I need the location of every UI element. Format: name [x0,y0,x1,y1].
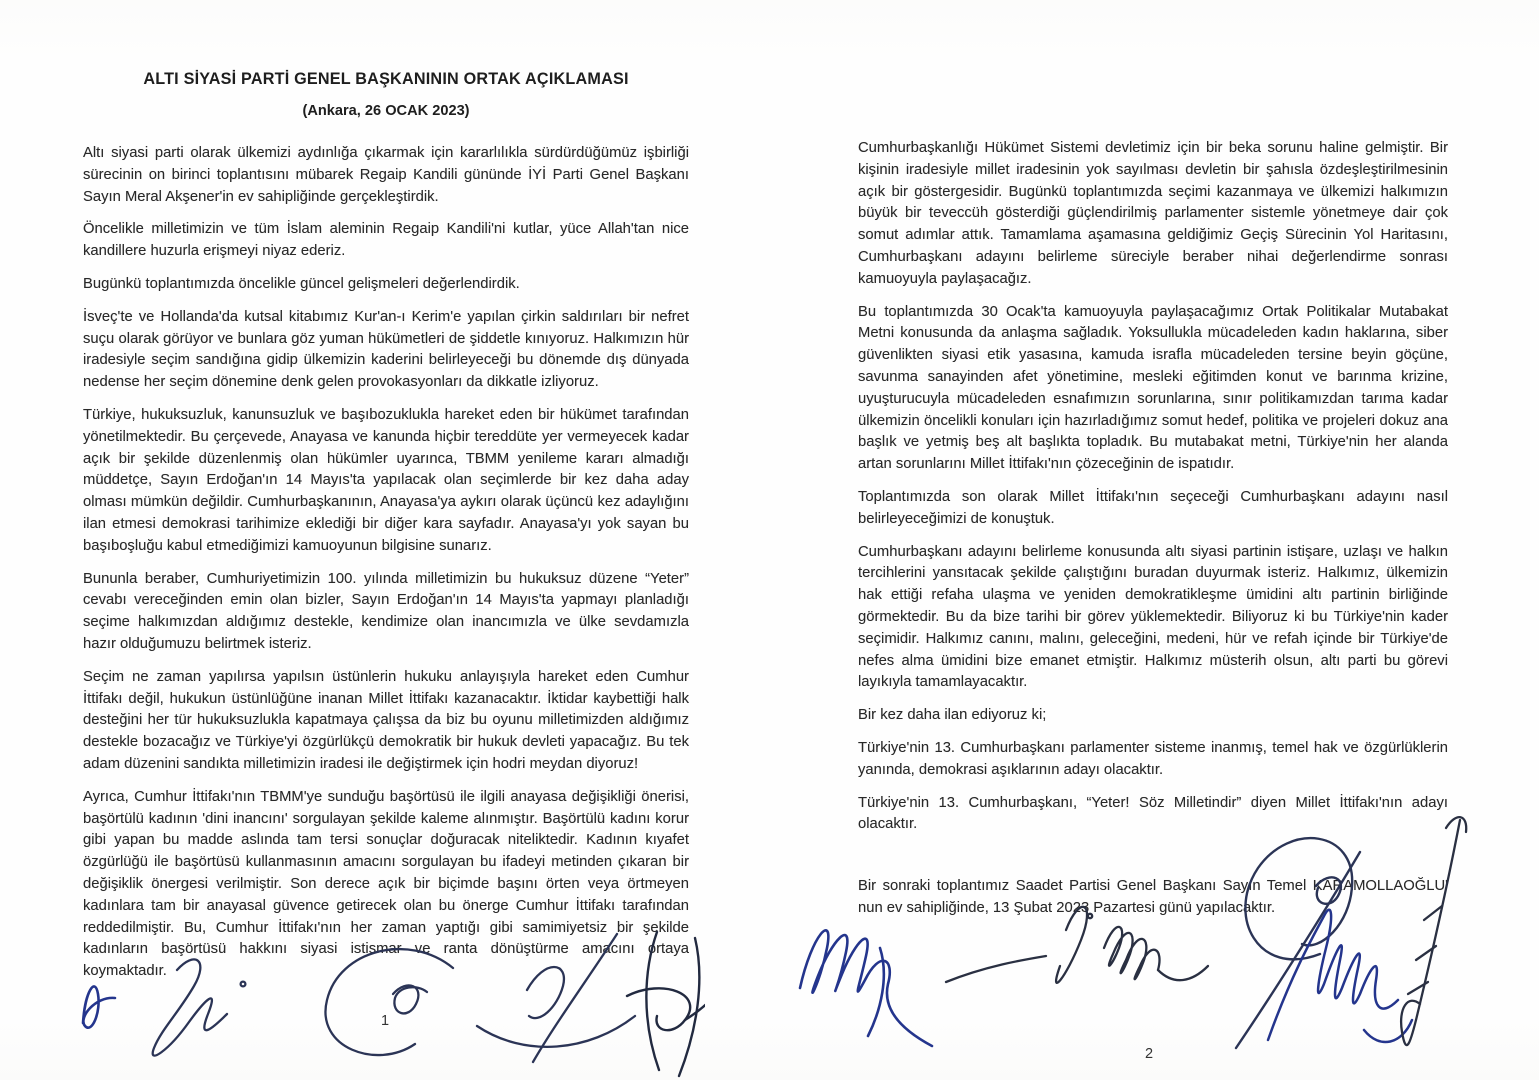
page1-paragraph-4: İsveç'te ve Hollanda'da kutsal kitabımız Kur'an-ı Kerim'e yapılan çirkin saldırıları bir nefret suçu olarak görüyor ve bunlara göz yuman hükümetleri de şiddetle kınıyoruz. Halkımızın hür iradesiyle seçim sandığına gidip ülkemizin kaderini belirleyeceği bu dönemde dış dünyada nedense her seçim dönemine denk gelen provokasyonları da dikkatle izliyoruz. [83,308,689,391]
page-2-number: 2 [1145,1046,1154,1062]
page2-paragraph-5: Bir kez daha ilan ediyoruz ki; [858,707,1047,724]
page-1-column [83,70,689,994]
document-subtitle: (Ankara, 26 OCAK 2023) [302,103,470,119]
page2-paragraph-2: Bu toplantımızda 30 Ocak'ta kamuoyuyla paylaşacağımız Ortak Politikalar Mutabakat Metni konusunda da anlaşma sağladık. Yoksullukla mücadeleden kadın haklarına, siber güvenlikten siyasi etik yasasına, kamuda israfla mücadeleden tersine beyin göçüne, savunma sanayinden afet yönetimine, mesleki eğitimden konut ve barınma krizine, uyuşturucuyla mücadeleden esnafımızın sorunlarına, sınır politikamızdan tarıma kadar ülkemizin öncelikli konuları için hazırladığımız somut hedef, politika ve projeleri dokuz ana başlık ve yetmiş beş alt başlıkta topladık. Bu mutabakat metni, Türkiye'nin her alanda artan sorunlarını Millet İttifakı'nın çözeceğinin de ispatıdır. [858,303,1448,473]
page1-paragraph-6: Bununla beraber, Cumhuriyetimizin 100. yılında milletimizin bu hukuksuz düzene “Yeter” cevabı vereceğinden emin olan bizler, Sayın Erdoğan'ın 14 Mayıs'ta yapmayı planladığı seçime halkımızdan aldığımız destekle, kendimize olan inancımızla ve ülke sevdamızla hazır olduğumuzu belirtmek isteriz. [83,570,689,652]
page1-paragraph-2: Öncelikle milletimizin ve tüm İslam aleminin Regaip Kandili'ni kutlar, yüce Allah'tan nice kandillere huzurla erişmeyi niyaz ederiz. [83,221,689,260]
page1-paragraph-1: Altı siyasi parti olarak ülkemizi aydınlığa çıkarmak için kararlılıkla sürdürdüğümüz işbirliği sürecinin on birinci toplantısını mübarek Regaip Kandili gününde İYİ Parti Genel Başkanı Sayın Meral Akşener'in ev sahipliğinde gerçekleştirdik. [83,145,689,205]
page-2-column [858,138,1448,931]
page2-paragraph-8: Bir sonraki toplantımız Saadet Partisi Genel Başkanı Sayın Temel KARAMOLLAOĞLU' nun ev sahipliğinde, 13 Şubat 2023 Pazartesi günü yapılacaktır. [858,878,1448,916]
page1-paragraph-7: Seçim ne zaman yapılırsa yapılsın üstünlerin hukuku anlayışıyla hareket eden Cumhur İttifakı değil, hukukun üstünlüğüne inanan Millet İttifakı kazanacaktır. İktidar kaybettiği halk desteğini her tür hukuksuzlukla kapatmaya çalışsa da biz bu oyunu milletimizden aldığımız destekle bozacağız ve Türkiye'yi özgürlükçü demokratik bir hukuk devleti yapacağız. Bu tek adam düzenini sandıkta milletimizin iradesi ile değiştirmek için hodri meydan diyoruz! [83,668,689,772]
page1-paragraph-5: Türkiye, hukuksuzluk, kanunsuzluk ve başıbozuklukla hareket eden bir hükümet tarafından yönetilmektedir. Bu çerçevede, Anayasa ve kanunda hiçbir tereddüte yer vermeyecek kadar açık bir şekilde düzenlenmiş olan hükümler uyarınca, TBMM yenileme kararı almadığı müddetçe, Sayın Erdoğan'ın 14 Mayıs'ta yapılacak olan seçimlerde bir kez daha aday olması mümkün değildir. Cumhurbaşkanının, Anayasa'ya aykırı olarak üçüncü kez adaylığını ilan etmesi demokrasi tarihimize eklediği bir diğer kara sayfadır. Anayasa'yı yok sayan bu başıboşluğu kabul etmediğimizi kamuoyunun bilgisine sunarız. [83,406,689,554]
page2-paragraph-6: Türkiye'nin 13. Cumhurbaşkanı parlamenter sisteme inanmış, temel hak ve özgürlüklerin yanında, demokrasi aşıklarının adayı olacaktır. [858,739,1448,778]
page2-paragraph-4: Cumhurbaşkanı adayını belirleme konusunda altı siyasi partinin istişare, uzlaşı ve halkın tercihlerini yansıtacak şekilde çalıştığını buradan duyurmak isteriz. Halkımız, ülkemizin hak ettiği refaha ulaşma ve yeniden demokratikleşme ümidini altı partinin birliğinde görmektedir. Bu da bize tarihi bir görev yüklemektedir. Biliyoruz ki bu Türkiye'nin kader seçimidir. Halkımız canını, malını, geleceğini, medeni, hür ve refah içinde bir Türkiye'de nefes alma ümidini bize emanet etmiştir. Halkımız müsterih olsun, altı parti bu görevi layıkıyla tamamlayacaktır. [858,543,1448,691]
page-1-number: 1 [381,1013,390,1029]
document-title: ALTI SİYASİ PARTİ GENEL BAŞKANININ ORTAK AÇIKLAMASI [143,70,629,88]
page1-paragraph-3: Bugünkü toplantımızda öncelikle güncel gelişmeleri değerlendirdik. [83,275,520,292]
page2-paragraph-7: Türkiye'nin 13. Cumhurbaşkanı, “Yeter! Söz Milletindir” diyen Millet İttifakı'nın adayı olacaktır. [858,794,1448,833]
page1-paragraph-8: Ayrıca, Cumhur İttifakı'nın TBMM'ye sunduğu başörtüsü ile ilgili anayasa değişikliği önerisi, başörtülü kadının 'dini inancını' sorgulayan şekilde kaleme alınmıştır. Başörtülü kadını korur gibi yapan bu madde aslında tam tersi sonuçlar doğuracak niteliktedir. Kadının kıyafet özgürlüğü ile başörtüsü kullanmasının amacını sorgulayan bu ifadeyi metinden çıkaran bir değişiklik önergesi verilmiştir. Son derece açık bir biçimde başını örten veya örtmeyen kadınlara tam bir anayasal güvence getirecek olan bu önerge Cumhur İttifakı tarafından reddedilmiştir. Bu, Cumhur İttifakı'nın her zaman yaptığı gibi samimiyetsiz bir şekilde kadınların başörtüsü hakkını siyasi istismar ve ranta dönüştürme amacını ortaya koymaktadır. [83,788,689,980]
page2-paragraph-3: Toplantımızda son olarak Millet İttifakı'nın seçeceği Cumhurbaşkanı adayını nasıl belirleyeceğimizi de konuştuk. [858,488,1448,527]
page2-paragraph-1: Cumhurbaşkanlığı Hükümet Sistemi devletimiz için bir beka sorunu haline gelmiştir. Bir kişinin iradesiyle millet iradesinin yok sayılması devletin bir şahısla özdeşleştirilmesinin açık bir göstergesidir. Bugünkü toplantımızda seçimi kazanmaya ve ülkemizi halkımızın büyük bir teveccüh gösterdiği güçlendirilmiş parlamenter sistemle yönetmeye dair çok somut adımlar attık. Tamamlama aşamasına geldiğimiz Geçiş Sürecinin Yol Haritasını, Cumhurbaşkanı adayını belirleme süreciyle beraber nihai değerlendirme sonrası kamuoyuyla paylaşacağız. [858,140,1448,287]
